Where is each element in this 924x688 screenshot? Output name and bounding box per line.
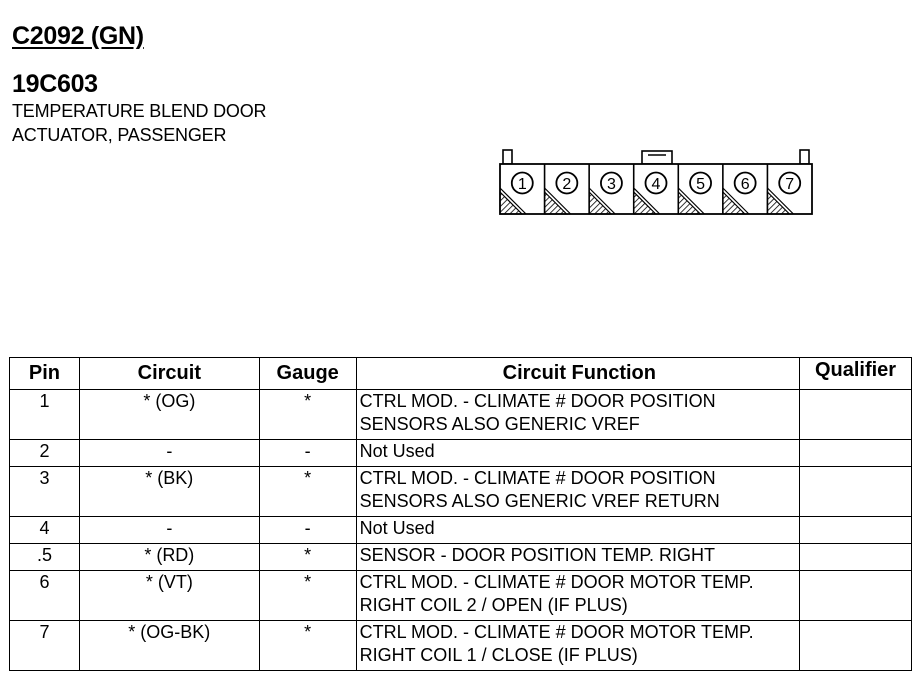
circuit-function-line: Not Used [359, 518, 435, 538]
connector-latch [642, 151, 672, 164]
circuit-function-line: RIGHT COIL 2 / OPEN (IF PLUS) [359, 595, 628, 615]
circuit-function-line: RIGHT COIL 1 / CLOSE (IF PLUS) [359, 645, 638, 665]
circuit-function-line: SENSORS ALSO GENERIC VREF RETURN [359, 491, 720, 511]
connector-pin-label: 4 [651, 176, 661, 193]
cell-gauge: - [259, 517, 356, 544]
cell-circuit: * (RD) [79, 544, 259, 571]
cell-qualifier [800, 544, 912, 571]
header-qualifier: Qualifier [800, 358, 912, 390]
table-row [10, 517, 912, 544]
connector-right-tab [800, 150, 809, 164]
connector-pin-label: 3 [606, 176, 616, 193]
cell-pin: 6 [10, 571, 80, 621]
circuit-function-line: Not Used [359, 441, 435, 461]
cell-circuit: - [79, 517, 259, 544]
circuit-function-line: CTRL MOD. - CLIMATE # DOOR MOTOR TEMP. [359, 572, 754, 592]
cell-pin: 7 [10, 621, 80, 671]
cell-qualifier [800, 390, 912, 440]
connector-left-tab [503, 150, 512, 164]
cell-qualifier [800, 517, 912, 544]
circuit-function-line: CTRL MOD. - CLIMATE # DOOR MOTOR TEMP. [359, 622, 754, 642]
connector-face-diagram [498, 146, 816, 218]
cell-circuit-function [356, 390, 799, 440]
cell-gauge: - [259, 440, 356, 467]
cell-gauge: * [259, 467, 356, 517]
connector-id-title: C2092 (GN) [12, 22, 144, 50]
table-header-row [10, 358, 912, 390]
connector-pin-label: 1 [517, 176, 527, 193]
table-row [10, 440, 912, 467]
component-description-line-1: TEMPERATURE BLEND DOOR [12, 101, 267, 121]
cell-circuit: * (BK) [79, 467, 259, 517]
cell-pin: 3 [10, 467, 80, 517]
cell-qualifier [800, 571, 912, 621]
circuit-function-line: CTRL MOD. - CLIMATE # DOOR POSITION [359, 468, 716, 488]
cell-qualifier [800, 621, 912, 671]
cell-circuit-function [356, 571, 799, 621]
part-number: 19C603 [12, 70, 98, 98]
circuit-function-line: SENSORS ALSO GENERIC VREF [359, 414, 640, 434]
cell-circuit: - [79, 440, 259, 467]
cell-circuit: * (OG-BK) [79, 621, 259, 671]
cell-gauge: * [259, 621, 356, 671]
component-description-line-2: ACTUATOR, PASSENGER [12, 125, 227, 145]
table-row [10, 571, 912, 621]
cell-qualifier [800, 440, 912, 467]
cell-pin: .5 [10, 544, 80, 571]
table-row [10, 544, 912, 571]
cell-gauge: * [259, 571, 356, 621]
header-circuit: Circuit [79, 358, 259, 390]
table-row [10, 390, 912, 440]
connector-pin-label: 6 [740, 176, 750, 193]
cell-circuit-function [356, 467, 799, 517]
cell-gauge: * [259, 544, 356, 571]
cell-qualifier [800, 467, 912, 517]
connector-pin-label: 2 [562, 176, 572, 193]
header-circuit-function: Circuit Function [356, 358, 799, 390]
header-gauge: Gauge [259, 358, 356, 390]
cell-circuit-function [356, 621, 799, 671]
cell-gauge: * [259, 390, 356, 440]
circuit-function-line: SENSOR - DOOR POSITION TEMP. RIGHT [359, 545, 716, 565]
cell-circuit: * (VT) [79, 571, 259, 621]
cell-circuit-function [356, 544, 799, 571]
connector-pin-label: 7 [785, 176, 795, 193]
circuit-function-line: CTRL MOD. - CLIMATE # DOOR POSITION [359, 391, 716, 411]
table-row [10, 467, 912, 517]
header-pin: Pin [10, 358, 80, 390]
cell-pin: 1 [10, 390, 80, 440]
cell-pin: 4 [10, 517, 80, 544]
table-row [10, 621, 912, 671]
cell-circuit-function [356, 517, 799, 544]
cell-circuit-function [356, 440, 799, 467]
connector-pin-label: 5 [696, 176, 706, 193]
cell-circuit: * (OG) [79, 390, 259, 440]
pin-table [9, 357, 912, 671]
cell-pin: 2 [10, 440, 80, 467]
